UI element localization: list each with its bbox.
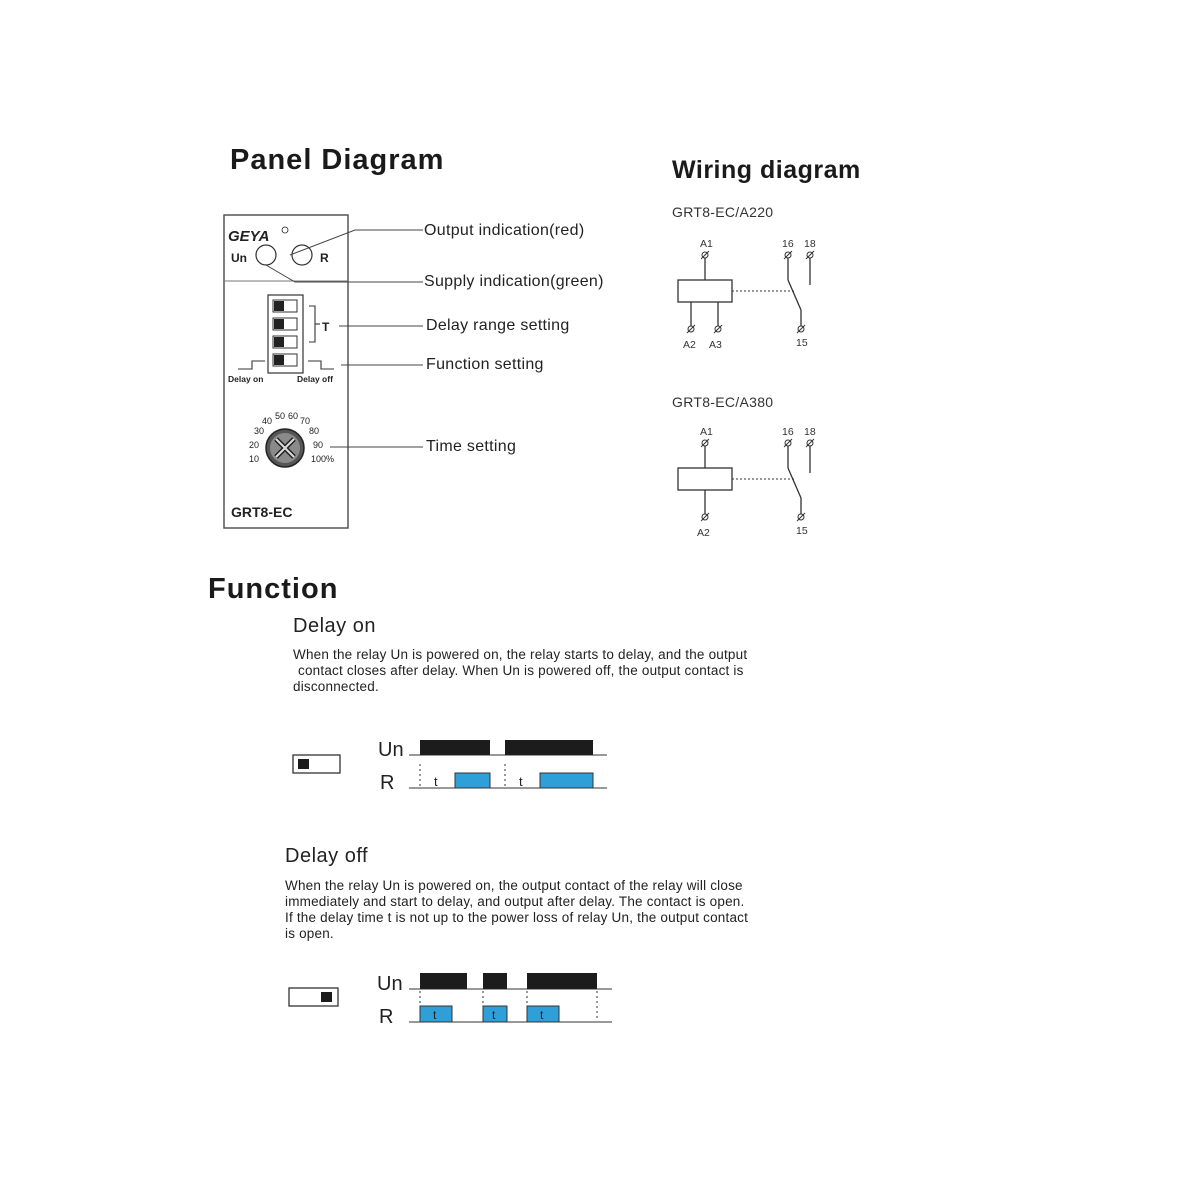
dip-switch-3-knob xyxy=(274,337,284,347)
terminal-15-label: 15 xyxy=(796,337,808,349)
delay-off-label: Delay off xyxy=(297,374,333,384)
terminal-18-label: 18 xyxy=(804,238,816,250)
brand-logo: GEYA xyxy=(228,228,270,245)
delay-on-line-2: contact closes after delay. When Un is powered off, the output contact is xyxy=(298,663,744,678)
terminal-18-label-2: 18 xyxy=(804,426,816,438)
delay-range-callout: Delay range setting xyxy=(426,317,570,334)
delay-off-un-pulse-1 xyxy=(420,973,467,989)
contact-switch-icon-2 xyxy=(788,468,801,498)
terminal-16-label: 16 xyxy=(782,238,794,250)
delay-on-t-label-1: t xyxy=(434,774,438,789)
delay-on-r-pulse-1 xyxy=(455,773,490,788)
wiring-diagram-title: Wiring diagram xyxy=(672,156,861,184)
dial-mark-60: 60 xyxy=(288,411,299,421)
function-title: Function xyxy=(208,573,339,605)
dial-mark-50: 50 xyxy=(275,411,286,421)
dip-switch-1-knob xyxy=(274,301,284,311)
delay-on-label: Delay on xyxy=(228,374,264,384)
dial-mark-40: 40 xyxy=(262,416,273,426)
delay-on-dip-knob xyxy=(298,759,309,769)
t-label: T xyxy=(322,320,330,334)
dial-mark-70: 70 xyxy=(300,416,311,426)
delay-on-r-pulse-2 xyxy=(540,773,593,788)
delay-off-r-label: R xyxy=(379,1006,394,1028)
dial-mark-80: 80 xyxy=(309,426,320,436)
un-label: Un xyxy=(231,251,247,265)
delay-off-line-2: immediately and start to delay, and output after delay. The contact is open. xyxy=(285,894,745,909)
delay-on-un-pulse-2 xyxy=(505,740,593,755)
terminal-16-label-2: 16 xyxy=(782,426,794,438)
delay-off-t-label-3: t xyxy=(540,1008,544,1022)
supply-indication-callout: Supply indication(green) xyxy=(424,273,604,290)
delay-off-timing-diagram xyxy=(280,965,625,1035)
delay-off-t-label-1: t xyxy=(433,1008,437,1022)
dial-mark-10: 10 xyxy=(249,454,260,464)
delay-off-heading: Delay off xyxy=(285,845,369,867)
terminal-a1-label: A1 xyxy=(700,238,713,250)
r-label: R xyxy=(320,251,329,265)
terminal-a2-label-2: A2 xyxy=(697,527,710,539)
delay-off-dip-knob xyxy=(321,992,332,1002)
delay-on-un-label: Un xyxy=(378,739,404,761)
time-setting-callout: Time setting xyxy=(426,438,517,455)
delay-on-t-label-2: t xyxy=(519,774,523,789)
wiring-diagram-2 xyxy=(670,418,840,543)
delay-off-line-4: is open. xyxy=(285,926,334,941)
delay-off-line-1: When the relay Un is powered on, the output contact of the relay will close xyxy=(285,878,743,893)
delay-on-heading: Delay on xyxy=(293,615,376,637)
dial-mark-30: 30 xyxy=(254,426,265,436)
delay-on-r-label: R xyxy=(380,772,395,794)
dial-mark-100: 100% xyxy=(311,454,335,464)
delay-off-t-label-2: t xyxy=(492,1008,496,1022)
dip-switch-2-knob xyxy=(274,319,284,329)
terminal-a1-label-2: A1 xyxy=(700,426,713,438)
delay-off-un-pulse-2 xyxy=(483,973,507,989)
panel-diagram-title: Panel Diagram xyxy=(230,144,445,176)
terminal-a2-label: A2 xyxy=(683,339,696,351)
terminal-15-label-2: 15 xyxy=(796,525,808,537)
wiring-model-2: GRT8-EC/A380 xyxy=(672,394,774,410)
wiring-model-1: GRT8-EC/A220 xyxy=(672,204,774,220)
function-setting-callout: Function setting xyxy=(426,356,544,373)
relay-coil-icon-2 xyxy=(678,468,732,490)
dip-switch-4-knob xyxy=(274,355,284,365)
contact-switch-icon xyxy=(788,280,801,310)
delay-off-un-pulse-3 xyxy=(527,973,597,989)
output-indication-callout: Output indication(red) xyxy=(424,222,585,239)
delay-off-un-label: Un xyxy=(377,973,403,995)
dial-mark-90: 90 xyxy=(313,440,324,450)
delay-off-line-3: If the delay time t is not up to the power loss of relay Un, the output contact xyxy=(285,910,749,925)
dial-mark-20: 20 xyxy=(249,440,260,450)
terminal-a3-label: A3 xyxy=(709,339,722,351)
device-model-label: GRT8-EC xyxy=(231,504,293,520)
delay-on-un-pulse-1 xyxy=(420,740,490,755)
delay-on-line-1: When the relay Un is powered on, the relay starts to delay, and the output xyxy=(293,647,748,662)
delay-on-line-3: disconnected. xyxy=(293,679,379,694)
wiring-diagram-1 xyxy=(670,230,840,355)
delay-on-timing-diagram xyxy=(285,730,625,800)
relay-coil-icon xyxy=(678,280,732,302)
